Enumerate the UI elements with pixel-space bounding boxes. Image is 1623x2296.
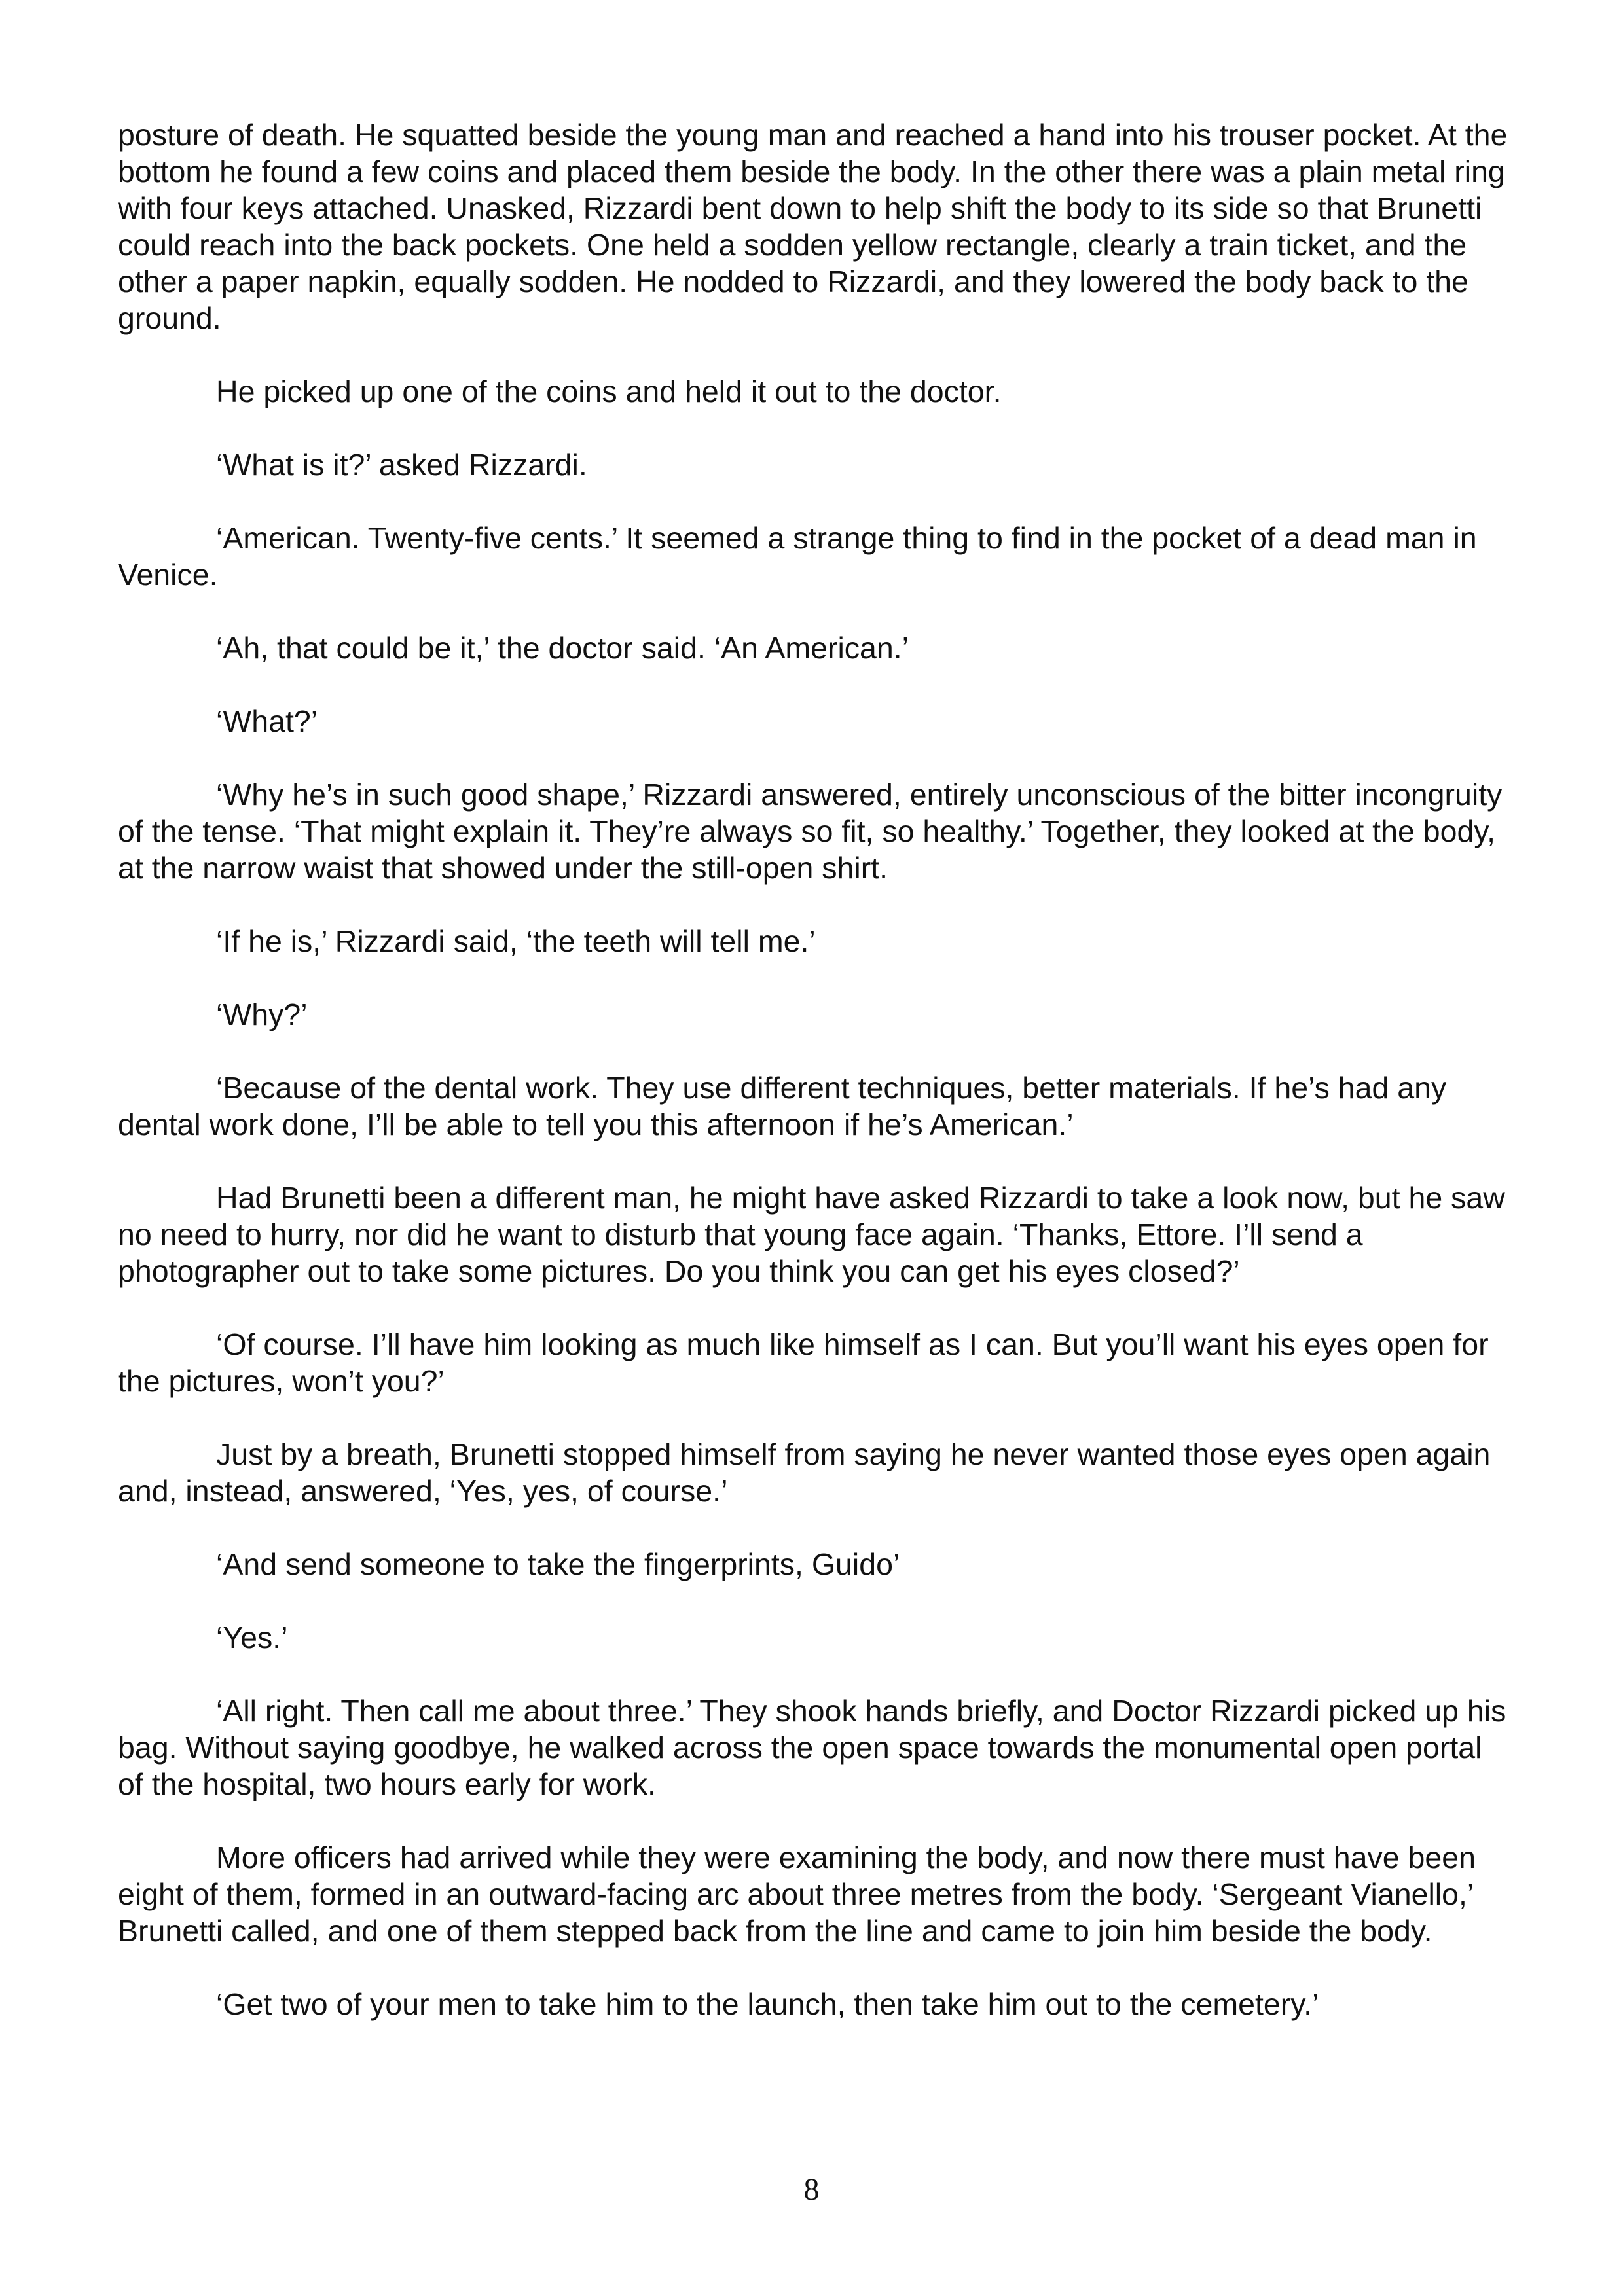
paragraph: Had Brunetti been a different man, he might have asked Rizzardi to take a look now, but he saw no need to hurry, nor did he want to disturb that young face again. ‘Thanks, Ettore. I’ll send a photographer out to take some pictures. Do you think you can get his eyes closed?’	[118, 1181, 1505, 1288]
paragraph: ‘American. Twenty-five cents.’ It seemed a strange thing to find in the pocket of a dead man in Venice.	[118, 521, 1477, 592]
paragraph: ‘What is it?’ asked Rizzardi.	[216, 448, 587, 482]
paragraph: ‘Ah, that could be it,’ the doctor said. ‘An American.’	[216, 631, 909, 665]
page-number: 8	[803, 2172, 820, 2207]
paragraph-continuation: posture of death. He squatted beside the young man and reached a hand into his trouser pocket. At the bottom he found a few coins and placed them beside the body. In the other there was a plain metal ring with four keys attached. Unasked, Rizzardi bent down to help shift the body to its side so that Brunetti could reach into the back pockets. One held a sodden yellow rectangle, clearly a train ticket, and the other a paper napkin, equally sodden. He nodded to Rizzardi, and they lowered the body back to the ground.	[118, 118, 1508, 335]
paragraph: Just by a breath, Brunetti stopped himself from saying he never wanted those eyes open again and, instead, answered, ‘Yes, yes, of course.’	[118, 1437, 1491, 1508]
paragraph: ‘Yes.’	[216, 1621, 288, 1655]
paragraph: ‘All right. Then call me about three.’ They shook hands briefly, and Doctor Rizzardi picked up his bag. Without saying goodbye, he walked across the open space towards the monumental open portal of the hospital, two hours early for work.	[118, 1694, 1506, 1801]
paragraph: ‘Get two of your men to take him to the launch, then take him out to the cemetery.’	[216, 1987, 1319, 2021]
body-text	[118, 117, 1512, 2059]
paragraph: ‘Why?’	[216, 997, 308, 1031]
paragraph: ‘Why he’s in such good shape,’ Rizzardi answered, entirely unconscious of the bitter incongruity of the tense. ‘That might explain it. They’re always so fit, so healthy.’ Together, they looked at the body, at the narrow waist that showed under the still-open shirt.	[118, 778, 1503, 885]
paragraph: He picked up one of the coins and held it out to the doctor.	[216, 374, 1002, 408]
paragraph: More officers had arrived while they were examining the body, and now there must have been eight of them, formed in an outward-facing arc about three metres from the body. ‘Sergeant Vianello,’ Brunetti called, and one of them stepped back from the line and came to join him beside the body.	[118, 1840, 1476, 1948]
paragraph: ‘Of course. I’ll have him looking as much like himself as I can. But you’ll want his eyes open for the pictures, won’t you?’	[118, 1327, 1489, 1398]
paragraph: ‘What?’	[216, 704, 318, 738]
paragraph: ‘Because of the dental work. They use different techniques, better materials. If he’s had any dental work done, I’ll be able to tell you this afternoon if he’s American.’	[118, 1071, 1447, 1141]
paragraph: ‘And send someone to take the fingerprints, Guido’	[216, 1547, 900, 1581]
paragraph: ‘If he is,’ Rizzardi said, ‘the teeth will tell me.’	[216, 924, 816, 958]
